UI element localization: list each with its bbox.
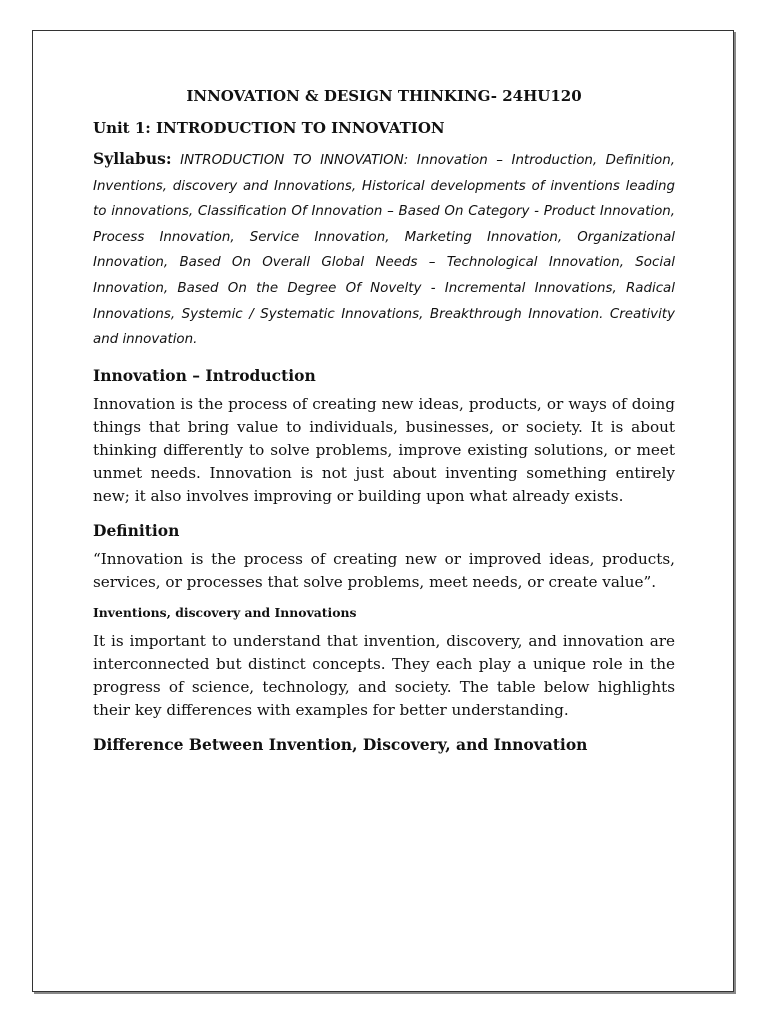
definition-paragraph: “Innovation is the process of creating new or improved ideas, products, services, or processes that solve problems, meet needs, or create value”.	[93, 549, 675, 591]
syllabus-label: Syllabus:	[93, 149, 172, 168]
inventions-heading: Inventions, discovery and Innovations	[93, 604, 357, 620]
intro-heading: Innovation – Introduction	[93, 365, 316, 385]
inventions-paragraph: It is important to understand that invention, discovery, and innovation are interconnected but distinct concepts. They each play a unique role in the progress of science, technology, and society. The table below highlights their key differences with examples for better understanding.	[93, 631, 675, 719]
syllabus-text: INTRODUCTION TO INNOVATION: Innovation – Introduction, Definition, Inventions, discovery and Innovations, Historical developments of inventions leading to innovations, Classification Of Innovation – Based On Category - Product Innovation, Process Innovation, Service Innovation, Marketing Innovation, Organizational Innovation, Based On Overall Global Needs – Technological Innovation, Social Innovation, Based On the Degree Of Novelty - Incremental Innovations, Radical Innovations, Systemic / Systematic Innovations, Breakthrough Innovation. Creativity and innovation.	[93, 153, 675, 348]
document-content	[93, 82, 675, 760]
intro-paragraph: Innovation is the process of creating new ideas, products, or ways of doing things that bring value to individuals, businesses, or society. It is about thinking differently to solve problems, improve existing solutions, or meet unmet needs. Innovation is not just about inventing something entirely new; it also involves improving or building upon what already exists.	[93, 394, 675, 505]
document-title: INNOVATION & DESIGN THINKING- 24HU120	[186, 87, 582, 105]
syllabus-paragraph	[93, 146, 675, 353]
definition-heading: Definition	[93, 520, 180, 540]
unit-heading: Unit 1: INTRODUCTION TO INNOVATION	[93, 119, 445, 137]
difference-heading: Difference Between Invention, Discovery, and Innovation	[93, 734, 588, 754]
